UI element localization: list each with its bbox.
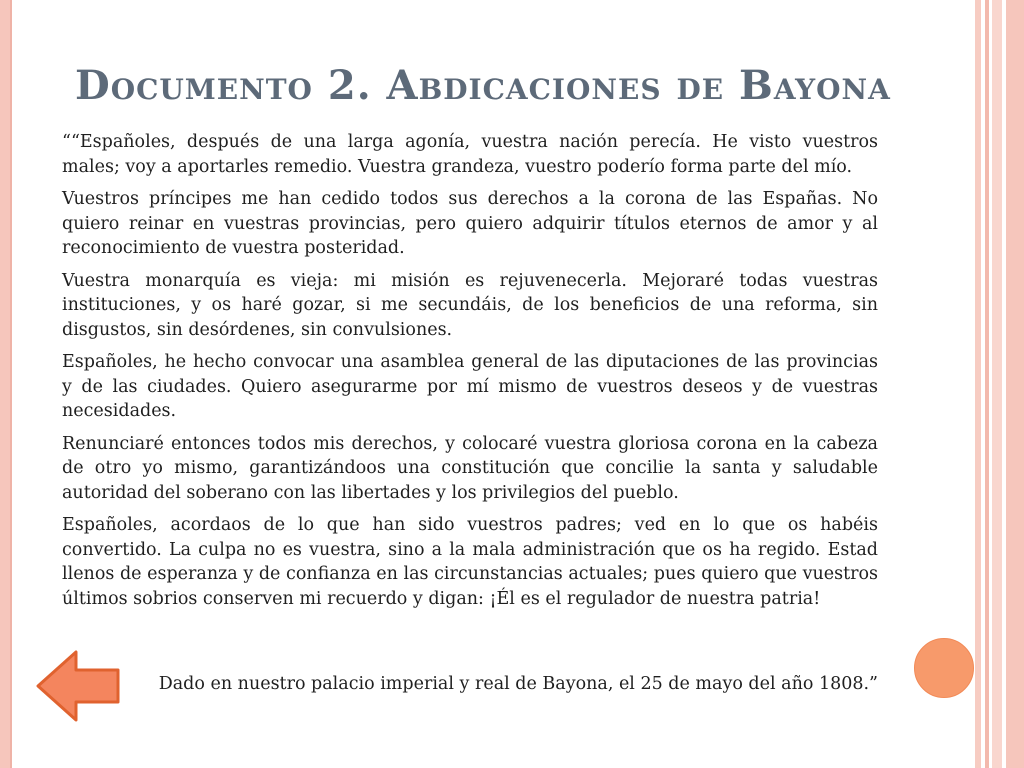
signature-line: Dado en nuestro palacio imperial y real de Bayona, el 25 de mayo del año 1808.” xyxy=(158,674,878,694)
orange-circle-decoration xyxy=(914,638,974,698)
slide-title: Documento 2. Abdicaciones de Bayona xyxy=(75,62,891,109)
back-arrow-button[interactable] xyxy=(36,650,120,722)
right-stripe xyxy=(992,0,1002,768)
paragraph: Vuestros príncipes me han cedido todos sus derechos a la corona de las Españas. No quiero reinar en vuestras provincias, pero quiero adquirir títulos eternos de amor y al reconocimiento de vuestra posteridad. xyxy=(62,189,878,258)
paragraph: Españoles, acordaos de lo que han sido vuestros padres; ved en lo que os habéis convertido. La culpa no es vuestra, sino a la mala administración que os ha regido. Estad llenos de esperanza y de confianza en las circunstancias actuales; pues quiero que vuestros últimos sobrios conserven mi recuerdo y digan: ¡Él es el regulador de nuestra patria! xyxy=(62,515,878,609)
left-arrow-icon xyxy=(36,650,120,722)
right-stripe xyxy=(975,0,981,768)
document-body xyxy=(62,130,878,619)
paragraph: ““Españoles, después de una larga agonía, vuestra nación perecía. He visto vuestros males; voy a aportarles remedio. Vuestra grandeza, vuestro poderío forma parte del mío. xyxy=(62,132,878,177)
left-border-decoration xyxy=(0,0,12,768)
paragraph: Renunciaré entonces todos mis derechos, y colocaré vuestra gloriosa corona en la cabeza de otro yo mismo, garantizándoos una constitución que concilie la santa y saludable autoridad del soberano con las libertades y los privilegios del pueblo. xyxy=(62,433,878,503)
paragraph: Vuestra monarquía es vieja: mi misión es rejuvenecerla. Mejoraré todas vuestras instituciones, y os haré gozar, si me secundáis, de los beneficios de una reforma, sin disgustos, sin desórdenes, sin convulsiones. xyxy=(62,270,878,340)
right-stripe xyxy=(1006,0,1024,768)
paragraph: Españoles, he hecho convocar una asamblea general de las diputaciones de las provincias y de las ciudades. Quiero asegurarme por mí mismo de vuestros deseos y de vuestras necesidades. xyxy=(62,352,878,421)
right-stripe xyxy=(985,0,989,768)
